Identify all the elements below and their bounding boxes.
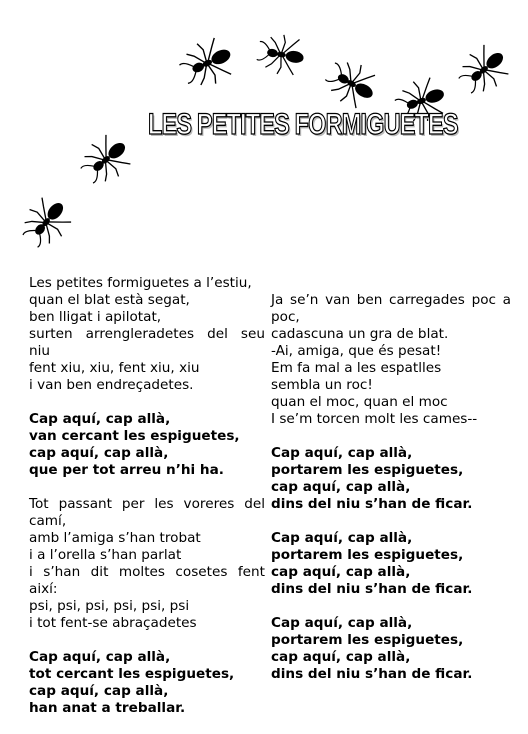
ant-icon (255, 31, 307, 78)
poem-line: Em fa mal a les espatlles (271, 360, 442, 376)
poem-line: han anat a treballar. (29, 700, 186, 716)
poem-line: tot cercant les espiguetes, (29, 666, 235, 682)
ant-icon (174, 33, 239, 94)
poem-line: Cap aquí, cap allà, (271, 445, 413, 461)
chorus-stanza (271, 445, 511, 513)
chorus-stanza (29, 649, 265, 717)
poem-line: i tot fent-se abraçadetes (29, 615, 197, 631)
poem-line: surten arrengleradetes del seu (29, 326, 265, 342)
poem-line: niu (29, 343, 51, 359)
verse-stanza (271, 292, 511, 428)
poem-line: quan el blat està segat, (29, 292, 190, 308)
poem-line: cap aquí, cap allà, (271, 564, 411, 580)
verse-stanza (29, 496, 265, 632)
poem-column-right (271, 292, 511, 700)
chorus-stanza (271, 530, 511, 598)
poem-line: portarem les espiguetes, (271, 547, 464, 563)
poem-line: i a l’orella s’han parlat (29, 547, 182, 563)
poem-line: cap aquí, cap allà, (271, 649, 411, 665)
ant-icon (320, 53, 383, 113)
poem-column-left (29, 275, 265, 734)
poem-line: Cap aquí, cap allà, (29, 649, 171, 665)
poem-line: Ja se’n van ben carregades poc a (271, 292, 511, 308)
poem-line: van cercant les espiguetes, (29, 428, 240, 444)
poem-line: poc, (271, 309, 300, 325)
poem-line: psi, psi, psi, psi, psi, psi (29, 598, 190, 614)
chorus-stanza (29, 411, 265, 479)
poem-line: Cap aquí, cap allà, (271, 530, 413, 546)
poem-line: Cap aquí, cap allà, (29, 411, 171, 427)
poem-line: dins del niu s’han de ficar. (271, 496, 473, 512)
poem-line: dins del niu s’han de ficar. (271, 581, 473, 597)
header-illustration (0, 0, 528, 265)
poem-line: cap aquí, cap allà, (271, 479, 411, 495)
poem-line: cap aquí, cap allà, (29, 683, 169, 699)
poem-line: Tot passant per les voreres del (29, 496, 265, 512)
ant-icon (14, 191, 77, 255)
poem-line: i van ben endreçadetes. (29, 377, 194, 393)
poem-line: Les petites formiguetes a l’estiu, (29, 275, 252, 291)
poem-line: i s’han dit moltes cosetes fent (29, 564, 265, 580)
poem-line: I se’m torcen molt les cames-- (271, 411, 478, 427)
poem-line: que per tot arreu n’hi ha. (29, 462, 224, 478)
poem-line: ben lligat i apilotat, (29, 309, 162, 325)
poem-line: cap aquí, cap allà, (29, 445, 169, 461)
poem-line: cadascuna un gra de blat. (271, 326, 449, 342)
ant-icon (451, 39, 515, 102)
chorus-stanza (271, 615, 511, 683)
poem-line: sembla un roc! (271, 377, 373, 393)
page-title: LES PETITES FORMIGUETES (148, 108, 458, 141)
poem-line: fent xiu, xiu, fent xiu, xiu (29, 360, 200, 376)
poem-line: camí, (29, 513, 67, 529)
poem-line: portarem les espiguetes, (271, 462, 464, 478)
poem-line: Cap aquí, cap allà, (271, 615, 413, 631)
poem-line: quan el moc, quan el moc (271, 394, 448, 410)
poem-line: -Ai, amiga, que és pesat! (271, 343, 442, 359)
poem-line: així: (29, 581, 58, 597)
verse-stanza (29, 275, 265, 394)
poem-line: portarem les espiguetes, (271, 632, 464, 648)
ant-icon (73, 129, 137, 192)
poem-line: amb l’amiga s’han trobat (29, 530, 201, 546)
poem-line: dins del niu s’han de ficar. (271, 666, 473, 682)
